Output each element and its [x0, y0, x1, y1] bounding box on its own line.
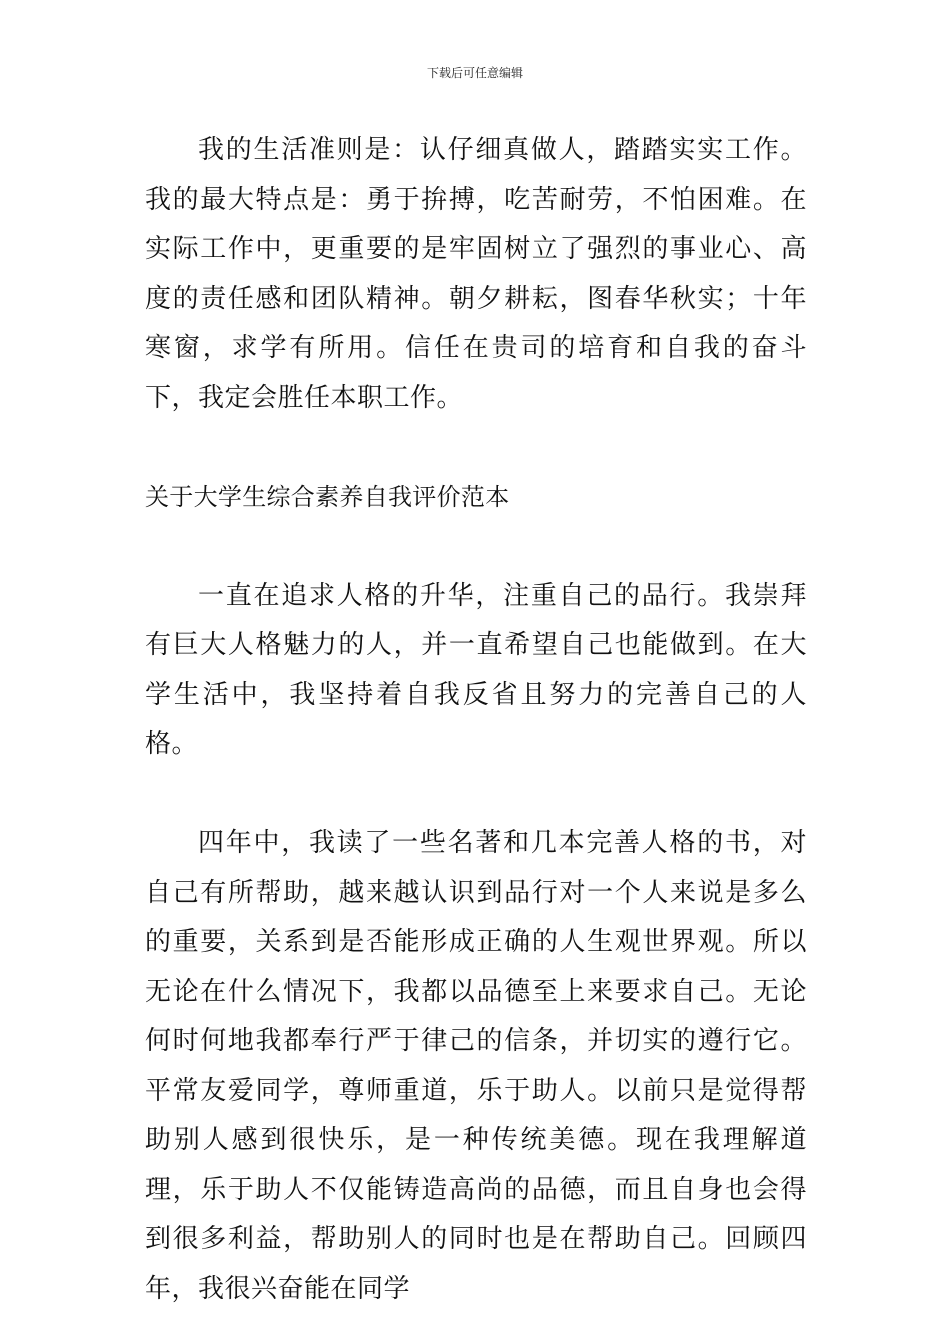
section-heading: 关于大学生综合素养自我评价范本: [145, 482, 510, 511]
paragraph-four-years: 四年中，我读了一些名著和几本完善人格的书，对自己有所帮助，越来越认识到品行对一个人来说是多么的重要，关系到是否能形成正确的人生观世界观。所以无论在什么情况下，我都以品德至上来要求自己。无论何时何地我都奉行严于律己的信条，并切实的遵行它。平常友爱同学，尊师重道，乐于助人。以前只是觉得帮助别人感到很快乐，是一种传统美德。现在我理解道理，乐于助人不仅能铸造高尚的品德，而且自身也会得到很多利益，帮助别人的同时也是在帮助自己。回顾四年，我很兴奋能在同学: [145, 828, 807, 1304]
document-body: [145, 126, 807, 1314]
paragraph-life-principles: 我的生活准则是：认仔细真做人，踏踏实实工作。我的最大特点是：勇于拚搏，吃苦耐劳，不怕困难。在实际工作中，更重要的是牢固树立了强烈的事业心、高度的责任感和团队精神。朝夕耕耘，图春华秋实；十年寒窗，求学有所用。信任在贵司的培育和自我的奋斗下，我定会胜任本职工作。: [145, 135, 807, 413]
paragraph-gap: [145, 423, 807, 473]
paragraph-personality: 一直在追求人格的升华，注重自己的品行。我崇拜有巨大人格魅力的人，并一直希望自己也能做到。在大学生活中，我坚持着自我反省且努力的完善自己的人格。: [145, 580, 807, 759]
paragraph-gap: [145, 770, 807, 820]
paragraph-gap: [145, 522, 807, 572]
page-header: 下载后可任意编辑: [426, 66, 523, 80]
